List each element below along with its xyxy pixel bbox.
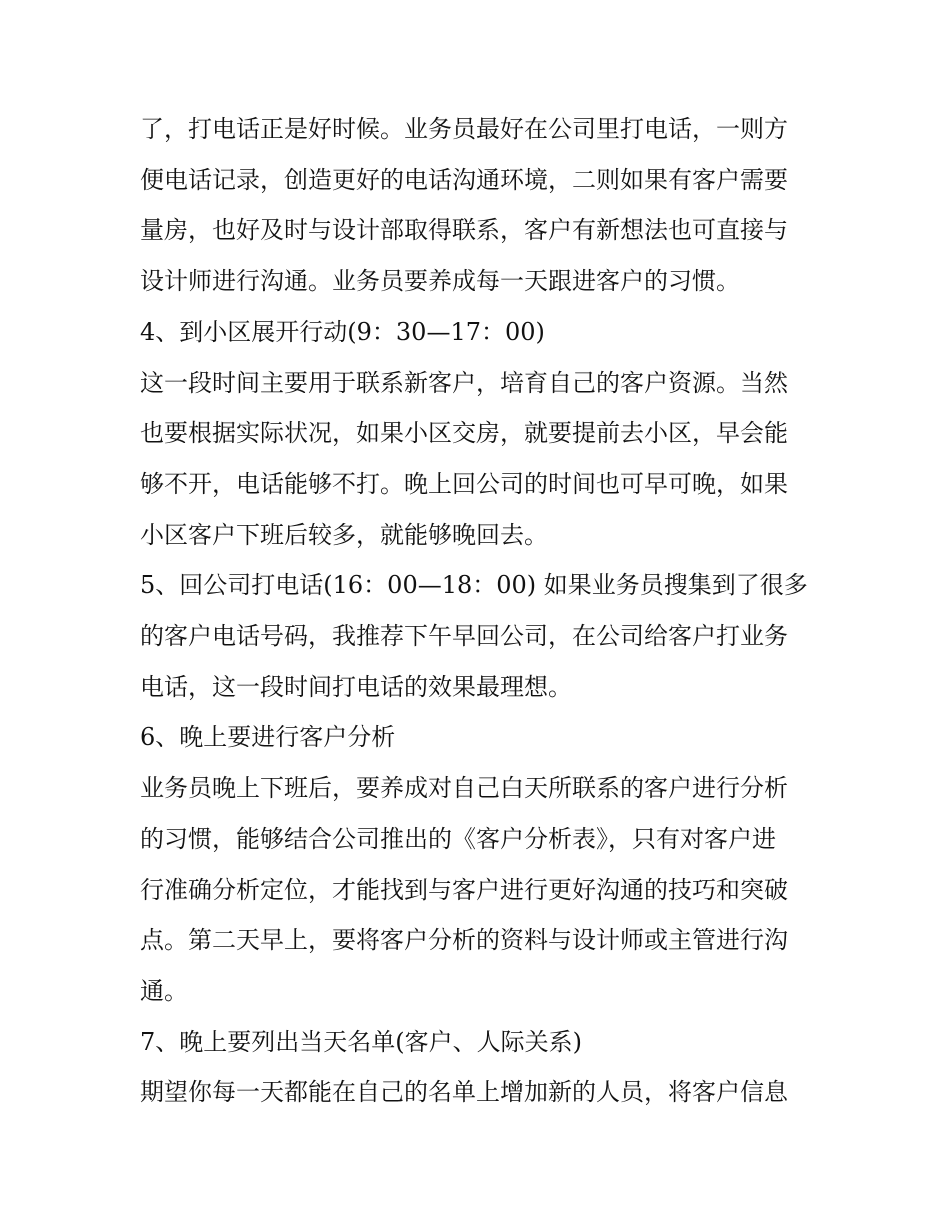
section-heading-7: 7、晚上要列出当天名单(客户、人际关系) <box>140 1027 582 1056</box>
text-line: 点。第二天早上，要将客户分析的资料与设计师或主管进行沟 <box>140 926 788 955</box>
text-line: 也要根据实际状况，如果小区交房，就要提前去小区，早会能 <box>140 419 788 448</box>
text-line: 设计师进行沟通。业务员要养成每一天跟进客户的习惯。 <box>140 267 740 296</box>
document-body <box>140 104 816 1118</box>
text-line: 的习惯，能够结合公司推出的《客户分析表》，只有对客户进 <box>140 824 776 853</box>
section-heading-6: 6、晚上要进行客户分析 <box>140 723 396 752</box>
text-line: 的客户电话号码，我推荐下午早回公司，在公司给客户打业务 <box>140 622 788 651</box>
text-line: 通。 <box>140 976 188 1005</box>
section-heading-4: 4、到小区展开行动(9：30—17：00) <box>140 317 545 346</box>
text-line: 了，打电话正是好时候。业务员最好在公司里打电话，一则方 <box>140 115 788 143</box>
text-line: 量房，也好及时与设计部取得联系，客户有新想法也可直接与 <box>140 216 788 245</box>
text-line: 这一段时间主要用于联系新客户，培育自己的客户资源。当然 <box>140 368 788 397</box>
text-line: 电话，这一段时间打电话的效果最理想。 <box>140 672 572 701</box>
text-line: 行准确分析定位，才能找到与客户进行更好沟通的技巧和突破 <box>140 875 788 904</box>
text-line: 便电话记录，创造更好的电话沟通环境，二则如果有客户需要 <box>140 165 788 194</box>
section-heading-5: 5、回公司打电话(16：00—18：00) 如果业务员搜集到了很多 <box>140 571 808 600</box>
text-line: 够不开，电话能够不打。晚上回公司的时间也可早可晚，如果 <box>140 469 788 498</box>
text-line: 小区客户下班后较多，就能够晚回去。 <box>140 520 548 549</box>
text-line: 期望你每一天都能在自己的名单上增加新的人员，将客户信息 <box>140 1078 788 1107</box>
text-line: 业务员晚上下班后，要养成对自己白天所联系的客户进行分析 <box>140 774 788 803</box>
